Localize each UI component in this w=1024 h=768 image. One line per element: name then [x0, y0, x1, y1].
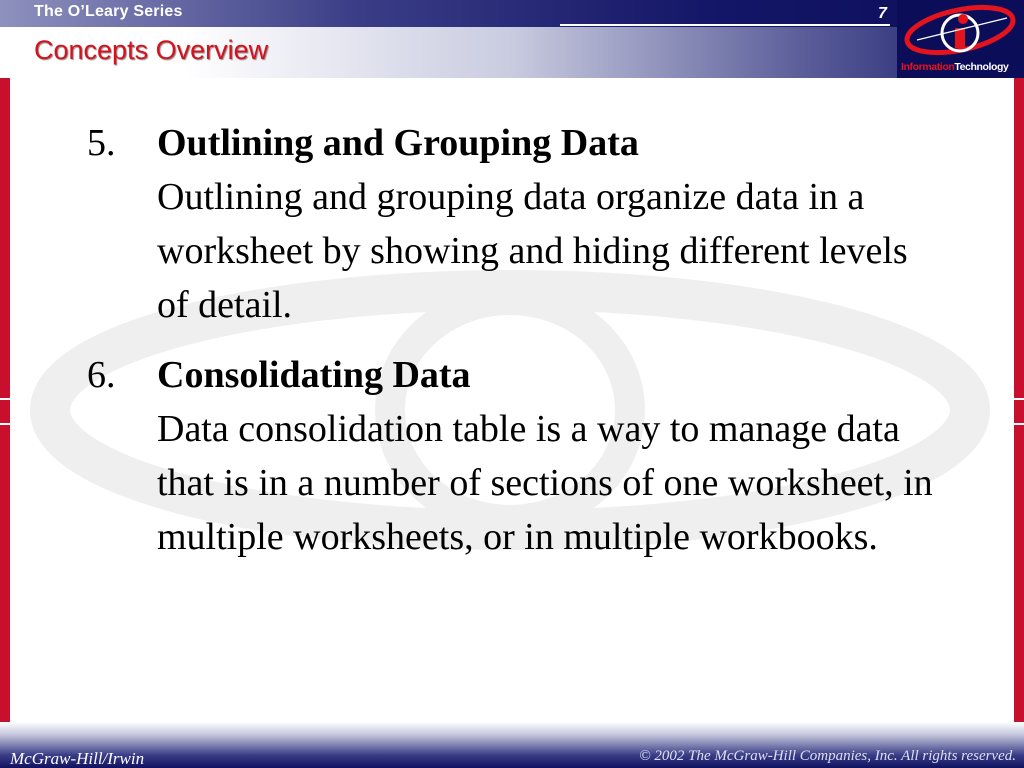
right-tick-mark: [1014, 423, 1024, 425]
item-description: Outlining and grouping data organize data in a worksheet by showing and hiding different levels of detail.: [157, 176, 908, 326]
publisher-label: McGraw-Hill/Irwin: [10, 749, 145, 768]
logo-word-technology: Technology: [954, 61, 1009, 73]
item-number: 6.: [87, 354, 116, 396]
copyright-notice: © 2002 The McGraw-Hill Companies, Inc. All rights reserved.: [639, 748, 1016, 764]
item-number: 5.: [87, 122, 116, 164]
slide-title: Concepts Overview: [34, 35, 269, 65]
series-label: The O’Leary Series: [34, 3, 183, 20]
left-tick-mark: [0, 398, 10, 400]
left-red-bar: [0, 0, 10, 768]
concept-item: [87, 348, 947, 564]
right-tick-mark: [1014, 398, 1024, 400]
concept-item: [87, 116, 947, 332]
logo-i-emblem-icon: [897, 0, 1024, 62]
footer-bar: [0, 722, 1024, 768]
information-technology-logo: [897, 0, 1024, 78]
concept-list: [87, 116, 947, 580]
page-number: 7: [878, 5, 887, 22]
item-title: Outlining and Grouping Data: [157, 122, 639, 164]
item-description: Data consolidation table is a way to manage data that is in a number of sections of one worksheet, in multiple worksheets, or in multiple workbooks.: [157, 408, 933, 558]
left-tick-mark: [0, 423, 10, 425]
logo-wordmark: [901, 61, 1009, 73]
logo-word-information: Information: [901, 61, 955, 73]
right-red-bar: [1014, 0, 1024, 768]
item-title: Consolidating Data: [157, 354, 471, 396]
page-number-rule: [560, 24, 890, 26]
